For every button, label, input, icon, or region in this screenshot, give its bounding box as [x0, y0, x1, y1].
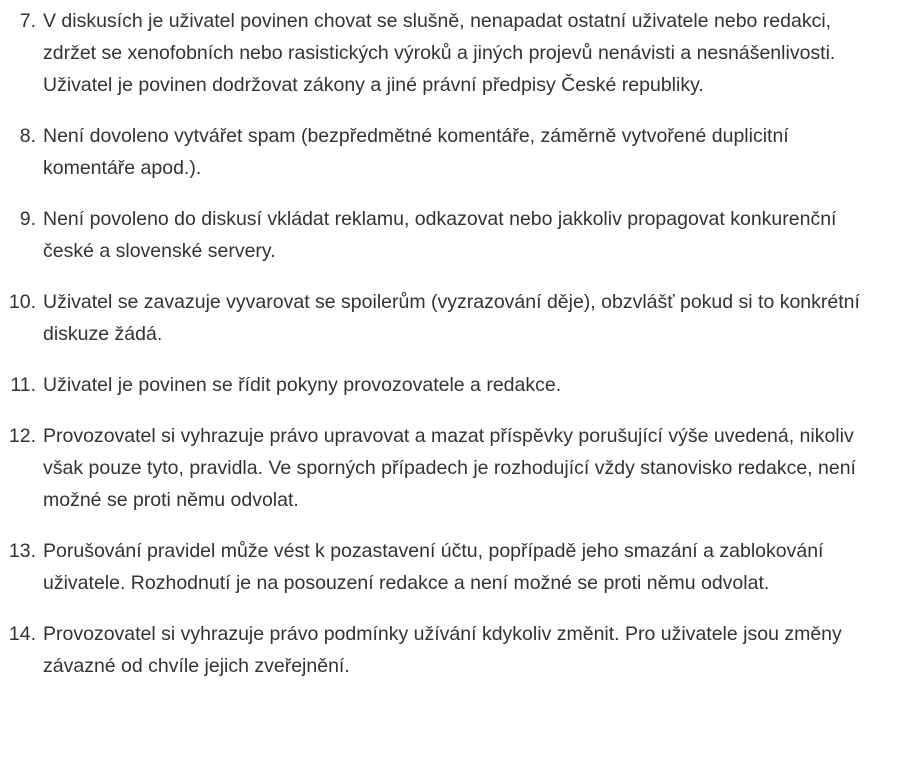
rule-number: 10. — [8, 291, 36, 313]
rule-number: 9. — [19, 208, 36, 230]
rule-item-12 — [0, 420, 922, 516]
rule-item-13 — [0, 535, 922, 599]
rule-text: Porušování pravidel může vést k pozastavení účtu, popřípadě jeho smazání a zablokování uživatele. Rozhodnutí je na posouzení redakce a není možné se proti němu odvolat. — [43, 540, 824, 594]
rule-number: 7. — [19, 10, 36, 32]
rule-number: 8. — [19, 125, 36, 147]
rule-item-14 — [0, 618, 922, 682]
rule-text: Není povoleno do diskusí vkládat reklamu, odkazovat nebo jakkoliv propagovat konkurenční české a slovenské servery. — [43, 208, 837, 262]
rule-text: Provozovatel si vyhrazuje právo podmínky užívání kdykoliv změnit. Pro uživatele jsou změny závazné od chvíle jejich zveřejnění. — [43, 623, 842, 677]
rule-item-11 — [0, 369, 922, 401]
rule-number: 12. — [8, 425, 36, 447]
rule-text: Uživatel je povinen se řídit pokyny provozovatele a redakce. — [43, 374, 562, 396]
rule-text: V diskusích je uživatel povinen chovat se slušně, nenapadat ostatní uživatele nebo redakci, zdržet se xenofobních nebo rasistických výroků a jiných projevů nenávisti a nesnášenlivosti. Uživatel je povinen dodržovat zákony a jiné právní předpisy České republiky. — [43, 10, 836, 96]
rule-item-8 — [0, 120, 922, 184]
rule-item-7 — [0, 5, 922, 101]
rule-number: 13. — [8, 540, 36, 562]
rule-number: 14. — [8, 623, 36, 645]
rule-item-9 — [0, 203, 922, 267]
rule-text: Provozovatel si vyhrazuje právo upravovat a mazat příspěvky porušující výše uvedená, nikoliv však pouze tyto, pravidla. Ve sporných případech je rozhodující vždy stanovisko redakce, není možné se proti němu odvolat. — [43, 425, 856, 511]
rule-text: Není dovoleno vytvářet spam (bezpředmětné komentáře, záměrně vytvořené duplicitní komentáře apod.). — [43, 125, 789, 179]
rule-number: 11. — [10, 374, 36, 396]
rules-list — [0, 5, 922, 701]
rule-item-10 — [0, 286, 922, 350]
rule-text: Uživatel se zavazuje vyvarovat se spoilerům (vyzrazování děje), obzvlášť pokud si to konkrétní diskuze žádá. — [43, 291, 860, 345]
